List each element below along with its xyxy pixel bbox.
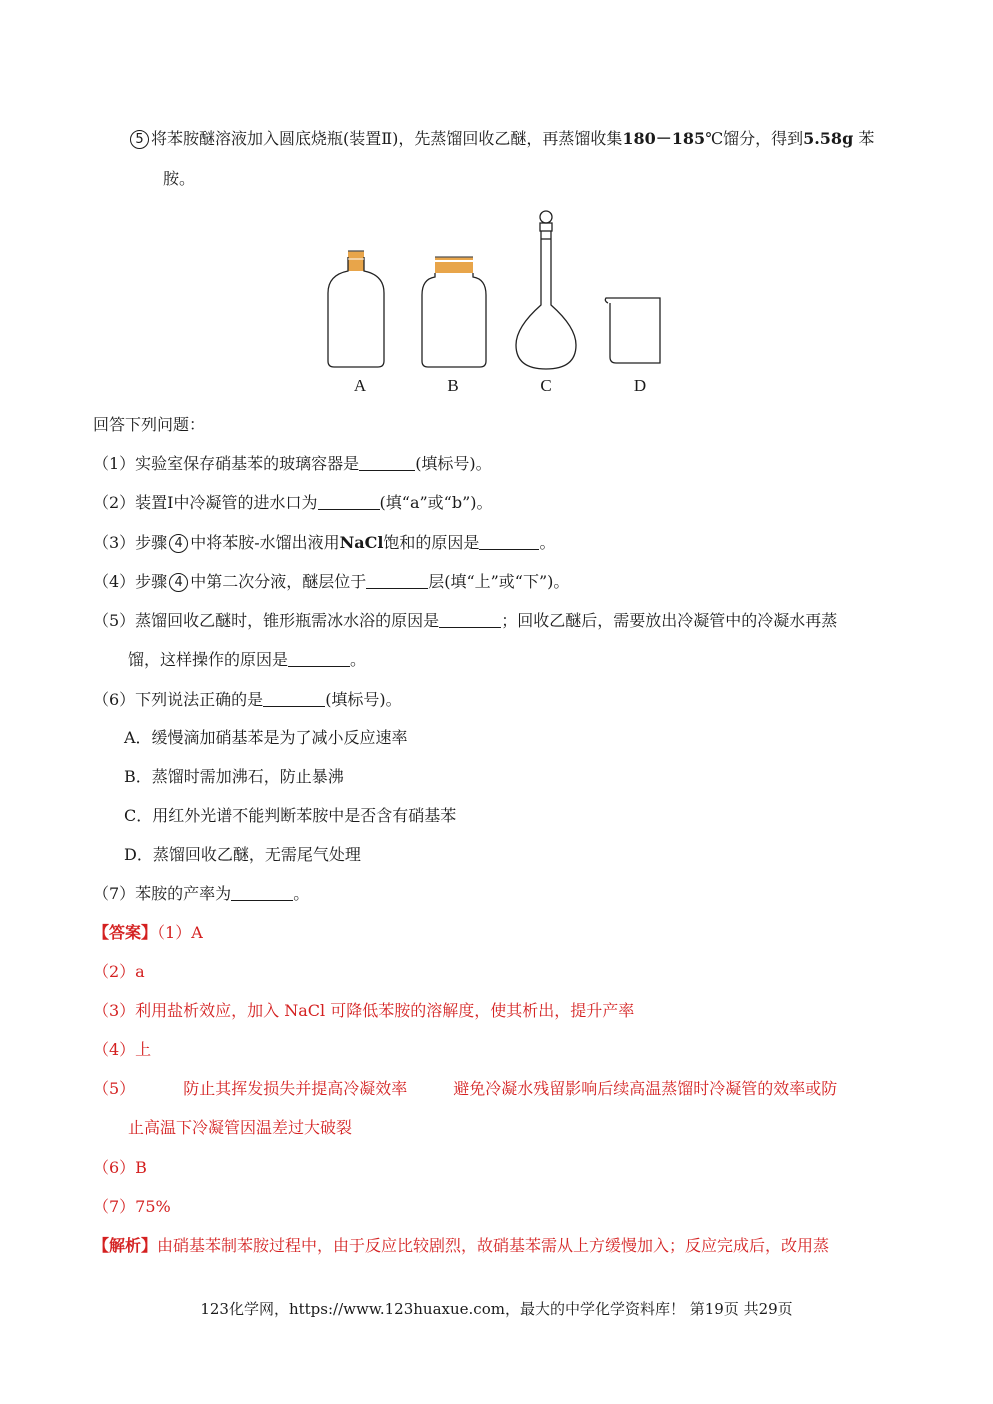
- question-6: （6）下列说法正确的是 (填标号)。: [93, 690, 402, 709]
- answer-6: （6）B: [93, 1158, 147, 1177]
- label-a: A: [353, 376, 367, 395]
- step5-temp: 180－185: [622, 129, 706, 148]
- question-4: （4）步骤 4 中第二次分液，醚层位于 层(填“上”或“下”)。: [93, 572, 570, 591]
- question-7: （7）苯胺的产率为 。: [93, 884, 310, 903]
- step5-line2: 胺。: [163, 169, 196, 188]
- answer-blank: [263, 690, 325, 707]
- answer-3: （3）利用盐析效应，加入 NaCl 可降低苯胺的溶解度，使其析出，提升产率: [93, 1001, 635, 1020]
- option-a: A．缓慢滴加硝基苯是为了减小反应速率: [124, 728, 408, 747]
- option-b: B．蒸馏时需加沸石，防止暴沸: [124, 767, 344, 786]
- answer-1: 【答案】（1）A: [93, 923, 203, 942]
- answer-tag: 【答案】: [93, 923, 158, 942]
- answer-2: （2）a: [93, 962, 145, 981]
- apparatus-figure: [310, 205, 690, 375]
- answer-blank: [318, 493, 380, 510]
- step5-text: ℃馏分，得到: [705, 129, 804, 148]
- answer-blank: [359, 454, 415, 471]
- label-b: B: [447, 376, 459, 395]
- question-5: （5）蒸馏回收乙醚时，锥形瓶需冰水浴的原因是 ；回收乙醚后，需要放出冷凝管中的冷凝水再蒸: [93, 611, 838, 630]
- label-d: D: [633, 376, 647, 395]
- step5-mass: 5.58g: [803, 129, 854, 148]
- question-2: （2）装置Ⅰ中冷凝管的进水口为 (填“a”或“b”)。: [93, 493, 493, 512]
- page-footer: 123化学网，https://www.123huaxue.com，最大的中学化学资料库！ 第19页 共29页: [200, 1300, 793, 1318]
- answer-5: （5） 防止其挥发损失并提高冷凝效率 避免冷凝水残留影响后续高温蒸馏时冷凝管的效率或防: [93, 1079, 838, 1098]
- answer-4: （4）上: [93, 1040, 152, 1059]
- step5-text: )，先蒸馏回收乙醚，再蒸馏收集: [392, 129, 623, 148]
- step5-text: 将苯胺醚溶液加入圆底烧瓶(装置: [151, 129, 382, 148]
- narrow-mouth-bottle: [328, 251, 384, 367]
- answer-5-line2: 止高温下冷凝管因温差过大破裂: [128, 1118, 353, 1137]
- answer-blank: [439, 611, 501, 628]
- step-number: 4: [169, 534, 188, 553]
- analysis-tag: 【解析】: [93, 1236, 158, 1255]
- question-3: （3）步骤 4 中将苯胺-水馏出液用NaCl饱和的原因是 。: [93, 533, 556, 552]
- answer-blank: [231, 884, 293, 901]
- step-number: 4: [169, 573, 188, 592]
- question-1: （1）实验室保存硝基苯的玻璃容器是 (填标号)。: [93, 454, 492, 473]
- analysis: 【解析】由硝基苯制苯胺过程中，由于反应比较剧烈，故硝基苯需从上方缓慢加入；反应完成后，改用蒸: [93, 1236, 830, 1255]
- beaker: [605, 298, 660, 363]
- wide-mouth-bottle: [422, 257, 486, 367]
- intro: 回答下列问题：: [93, 415, 206, 434]
- answer-blank: [288, 650, 350, 667]
- step5-line1: [128, 128, 874, 150]
- option-d: D．蒸馏回收乙醚，无需尾气处理: [124, 845, 361, 864]
- label-c: C: [540, 376, 552, 395]
- answer-blank: [479, 533, 539, 550]
- volumetric-flask: [516, 211, 576, 369]
- answer-7: （7）75%: [93, 1197, 171, 1216]
- step5-roman: Ⅱ: [381, 129, 393, 148]
- answer-blank: [366, 572, 428, 589]
- question-5-line2: 馏，这样操作的原因是 。: [128, 650, 367, 669]
- step5-text: 苯: [858, 129, 875, 148]
- option-c: C．用红外光谱不能判断苯胺中是否含有硝基苯: [124, 806, 457, 825]
- step-number: 5: [130, 130, 149, 149]
